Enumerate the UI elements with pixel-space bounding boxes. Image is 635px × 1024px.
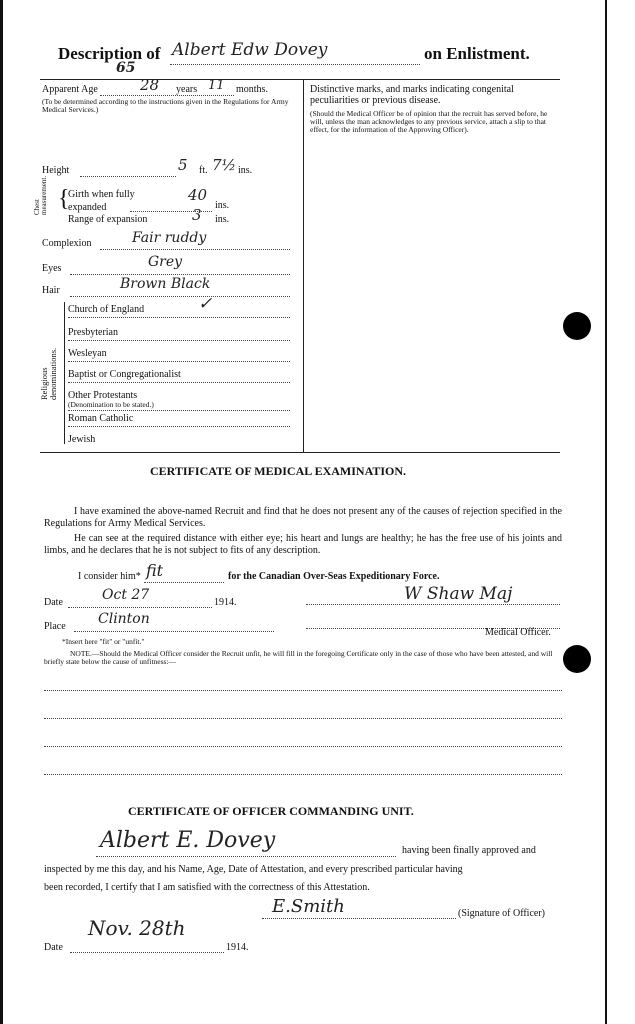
consider-suffix: for the Canadian Over-Seas Expeditionary Force. [228,571,440,582]
unfit-line-2 [44,718,562,719]
religion-4: Baptist or Congregationalist [68,369,181,380]
medical-date-label: Date [44,597,63,608]
height-ins: 7½ [212,156,237,174]
age-note: (To be determined according to the instructions given in the Regulations for Army Medical Services.) [42,97,289,114]
insert-note: *Insert here "fit" or "unfit." [62,637,145,646]
officer-date-value: Nov. 28th [88,916,186,940]
eyes-label: Eyes [42,263,62,274]
unfit-line-3 [44,746,562,747]
ft-label: ft. [199,165,208,176]
unfit-note: NOTE.—Should the Medical Officer consider the Recruit unfit, he will fill in the foregoing Certificate only in the case of those who have been attested, and will briefly state below the cause of unfitness:— [44,649,553,666]
punch-hole-bottom [563,645,591,673]
months-label: months. [236,84,268,95]
eyes-value: Grey [148,254,183,270]
religion-5: Other Protestants [68,390,138,401]
medical-paragraph-2: He can see at the required distance with either eye; his heart and lungs are healthy; he has the free use of his joints and limbs, and he declares that he is not subject to fits of any description. [44,533,562,556]
height-label: Height [42,165,70,176]
header-suffix: on Enlistment. [424,44,530,63]
age-months: 11 [208,78,225,93]
margin-mark: 65 [116,60,136,76]
medical-certificate-title: CERTIFICATE OF MEDICAL EXAMINATION. [150,464,407,478]
consider-value: fit [146,561,164,580]
complexion-value: Fair ruddy [132,230,207,246]
years-label: years [176,84,198,95]
punch-hole-top [563,312,591,340]
top-rule [40,79,560,80]
religion-dotline-1 [68,317,290,318]
height-dotline [80,176,176,177]
chest-side-label: Chest measurement. [33,175,48,215]
column-divider [303,79,304,453]
distinctive-marks-note: (Should the Medical Officer be of opinion that the recruit has served before, he will, unless the man acknowledges to any previous service, attach a slip to that effect, for the information of the Approving Officer). [310,109,548,134]
religion-dotline-4 [68,382,290,383]
officer-date-label: Date [44,942,63,953]
range-ins: ins. [215,214,230,225]
religion-side-label: Religious denominations. [39,347,58,400]
religion-6: Roman Catholic [68,413,134,424]
height-ft: 5 [178,156,188,174]
consider-prefix: I consider him* [78,571,141,582]
complexion-dotline [100,249,290,250]
header-prefix: Description of [58,44,161,63]
page-left-edge [0,0,3,1024]
age-label: Apparent Age [42,84,98,95]
hair-value: Brown Black [120,276,211,292]
officer-name-dotline [96,856,396,857]
religion-other-note: (Denomination to be stated.) [68,400,154,409]
medical-paragraph-1: I have examined the above-named Recruit and find that he does not present any of the causes of rejection specified in the Regulations for Army Medical Services. [44,506,562,529]
medical-date-value: Oct 27 [102,587,150,603]
girth-value: 40 [188,186,208,204]
page-right-edge [605,0,607,1024]
header-name: Albert Edw Dovey [172,40,328,60]
age-years: 28 [140,76,160,94]
complexion-label: Complexion [42,238,92,249]
medical-officer-signature: W Shaw Maj [404,584,513,604]
girth-ins: ins. [215,200,230,211]
officer-line3: been recorded, I certify that I am satisfied with the correctness of this Attestation. [44,882,370,893]
religion-2: Presbyterian [68,327,118,338]
religion-dotline-6 [68,426,290,427]
officer-line2: inspected by me this day, and his Name, Age, Date of Attestation, and every prescribed particular having [44,864,463,875]
place-label: Place [44,621,66,632]
range-label: Range of expansion [68,214,148,225]
religion-7: Jewish [68,434,96,445]
medical-date-dotline [68,607,212,608]
place-value: Clinton [98,611,150,627]
religion-bracket [64,302,65,444]
consider-dotline [144,582,224,583]
chest-brace: { [58,186,70,212]
officer-signature-dotline [262,918,456,919]
religion-dotline-5 [68,410,290,411]
officer-date-dotline [70,952,224,953]
section-rule [40,452,560,453]
header-dotline [170,64,420,65]
unfit-line-1 [44,690,562,691]
hair-dotline [70,296,290,297]
medical-signature-dotline [306,604,560,605]
officer-line1-suffix: having been finally approved and [402,845,536,856]
girth-label: Girth when fully expanded [68,189,135,213]
officer-name: Albert E. Dovey [100,828,276,853]
religion-dotline-2 [68,340,290,341]
officer-signature-label: (Signature of Officer) [458,908,546,919]
age-dotline [100,95,234,96]
religion-3: Wesleyan [68,348,107,359]
officer-signature: E.Smith [272,896,345,917]
medical-officer-label: Medical Officer. [485,627,551,638]
religion-dotline-3 [68,361,290,362]
religion-1: Church of England [68,304,145,315]
hair-label: Hair [42,285,60,296]
eyes-dotline [70,274,290,275]
unfit-line-4 [44,774,562,775]
distinctive-marks-title: Distinctive marks, and marks indicating congenital peculiarities or previous disease. [310,84,514,106]
officer-date-year: 1914. [226,942,249,953]
officer-certificate-title: CERTIFICATE OF OFFICER COMMANDING UNIT. [128,804,414,818]
religion-checkmark: ✓ [198,294,213,314]
medical-date-year: 1914. [214,597,237,608]
range-value: 3 [192,206,202,224]
place-dotline [74,631,274,632]
ins-label: ins. [238,165,253,176]
